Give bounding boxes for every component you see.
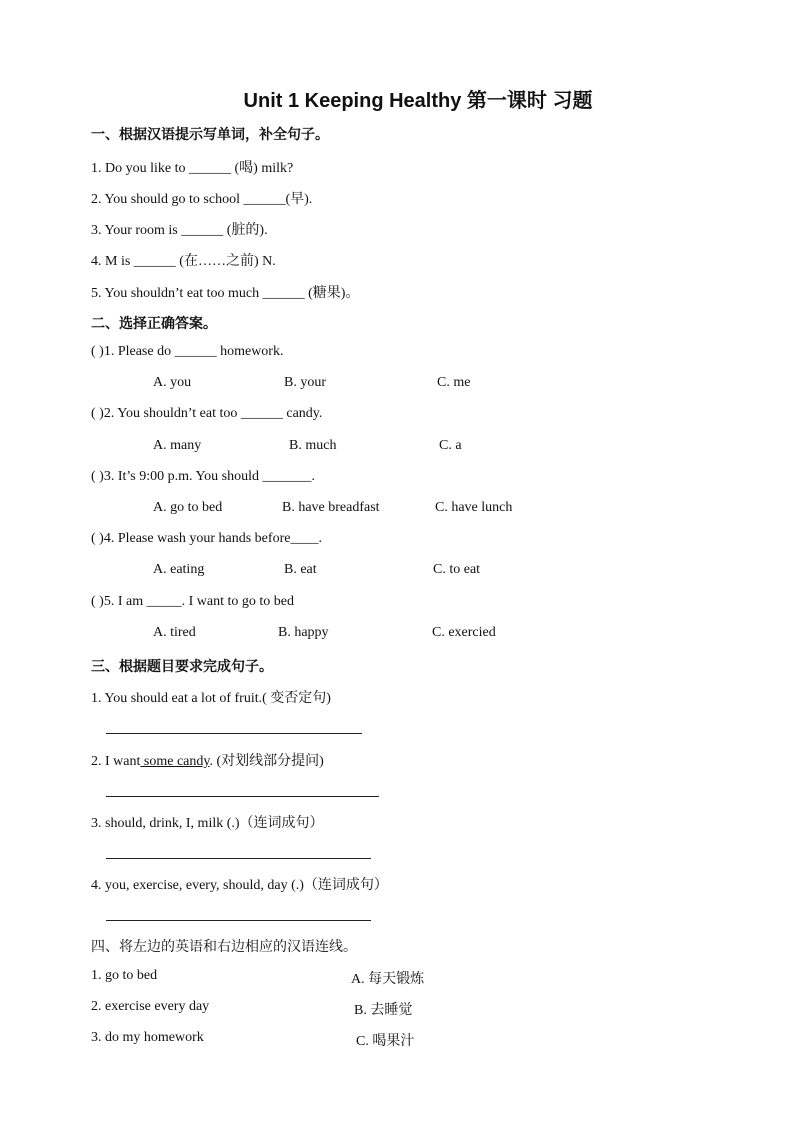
s2-q1-stem: ( )1. Please do ______ homework. — [91, 344, 284, 359]
s3-item-2 — [91, 750, 324, 770]
s4-left-1: 1. go to bed — [91, 968, 158, 983]
s2-q4-stem: ( )4. Please wash your hands before____. — [91, 531, 322, 546]
s1-item-5: 5. You shouldn’t eat too much ______ (糖果)。 — [91, 286, 360, 301]
s1-item-2: 2. You should go to school ______(早). — [91, 192, 313, 207]
s3-item-3: 3. should, drink, I, milk (.)（连词成句） — [91, 816, 324, 831]
s2-q3-stem: ( )3. It’s 9:00 p.m. You should _______. — [91, 469, 316, 484]
s4-left-2: 2. exercise every day — [91, 999, 210, 1014]
s2-q3-option-c: C. have lunch — [435, 500, 513, 515]
s3-item-2-underlined: some candy — [140, 754, 210, 769]
s2-q5-option-c: C. exercied — [432, 625, 496, 640]
s2-q3-option-a: A. go to bed — [153, 500, 223, 515]
s3-item-2-answer-line — [106, 796, 379, 797]
s2-q2-option-a: A. many — [153, 438, 202, 453]
s2-q4-option-a: A. eating — [153, 562, 205, 577]
s1-item-3: 3. Your room is ______ (脏的). — [91, 223, 268, 238]
s4-right-a: A. 每天锻炼 — [351, 972, 425, 987]
s3-item-1: 1. You should eat a lot of fruit.( 变否定句) — [91, 691, 331, 706]
s2-q3-option-b: B. have breadfast — [282, 500, 380, 515]
s2-q2-option-b: B. much — [289, 438, 337, 453]
s1-item-4: 4. M is ______ (在……之前) N. — [91, 254, 276, 269]
section-1-heading: 一、根据汉语提示写单词，补全句子。 — [91, 127, 329, 143]
s2-q1-option-a: A. you — [153, 375, 192, 390]
s2-q5-option-a: A. tired — [153, 625, 196, 640]
s2-q4-option-b: B. eat — [284, 562, 317, 577]
s3-item-1-answer-line — [106, 733, 362, 734]
section-4-heading: 四、将左边的英语和右边相应的汉语连线。 — [91, 939, 357, 955]
s3-item-2-post: . (对划线部分提问) — [209, 754, 324, 769]
s3-item-2-pre: 2. I want — [91, 754, 141, 769]
s2-q5-option-b: B. happy — [278, 625, 329, 640]
s3-item-4: 4. you, exercise, every, should, day (.)（连词成句） — [91, 878, 388, 893]
s3-item-4-answer-line — [106, 920, 371, 921]
s2-q5-stem: ( )5. I am _____. I want to go to bed — [91, 594, 294, 609]
s2-q2-option-c: C. a — [439, 438, 462, 453]
section-2-heading: 二、选择正确答案。 — [91, 316, 217, 332]
page-title: Unit 1 Keeping Healthy 第一课时 习题 — [243, 90, 593, 112]
s3-item-3-answer-line — [106, 858, 371, 859]
section-3-heading: 三、根据题目要求完成句子。 — [91, 659, 273, 675]
s2-q4-option-c: C. to eat — [433, 562, 481, 577]
s4-left-3: 3. do my homework — [91, 1030, 204, 1045]
s1-item-1: 1. Do you like to ______ (喝) milk? — [91, 161, 294, 176]
s4-right-c: C. 喝果汁 — [356, 1034, 415, 1049]
s2-q1-option-c: C. me — [437, 375, 471, 390]
s2-q1-option-b: B. your — [284, 375, 326, 390]
s2-q2-stem: ( )2. You shouldn’t eat too ______ candy. — [91, 406, 323, 421]
s4-right-b: B. 去睡觉 — [354, 1003, 413, 1018]
